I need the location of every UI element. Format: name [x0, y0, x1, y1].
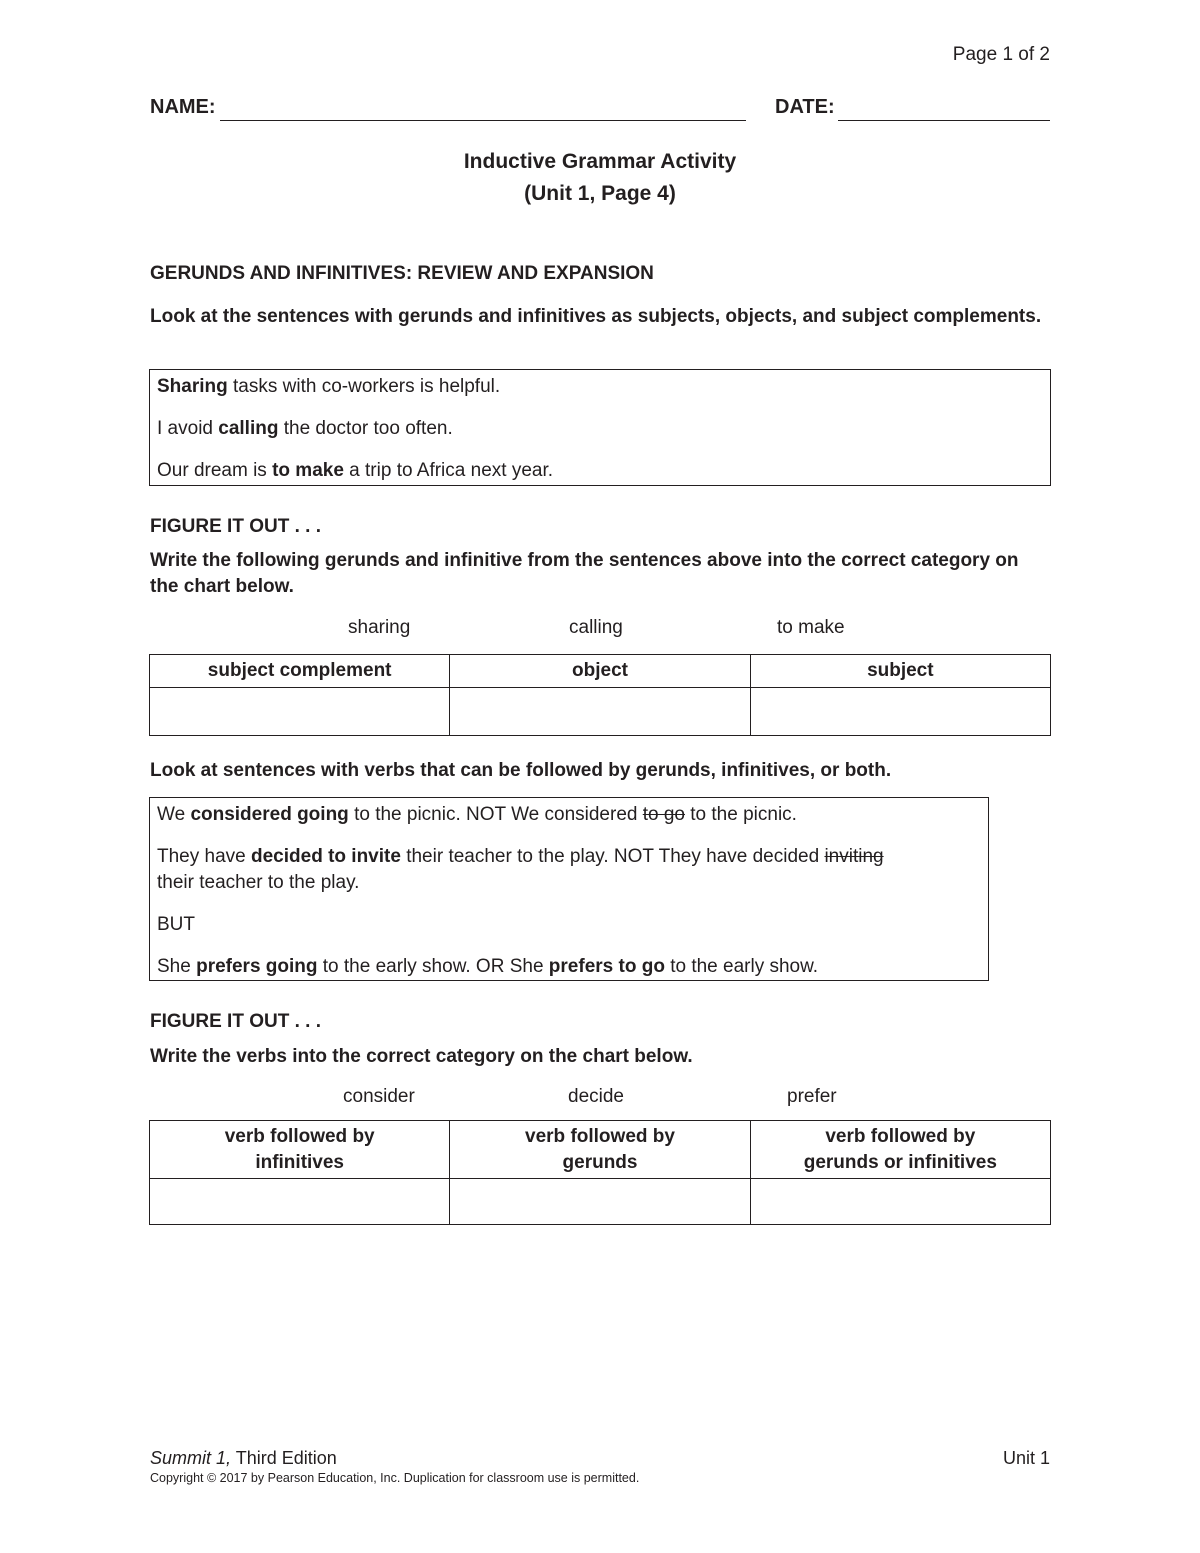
sentence-text: tasks with co-workers is helpful. — [227, 376, 501, 397]
chart-header — [450, 1121, 750, 1179]
sentence-text: their teacher to the play. — [157, 872, 360, 893]
page-number: Page 1 of 2 — [952, 44, 1050, 65]
header-line: gerunds or infinitives — [803, 1151, 997, 1173]
header-line: verb followed by — [825, 1125, 976, 1147]
example-sentence-3 — [157, 458, 1043, 484]
struck-text: to go — [642, 804, 685, 825]
worksheet-title — [0, 146, 1200, 210]
figure-it-out-label-2: FIGURE IT OUT . . . — [150, 1011, 321, 1032]
sentence-text: She — [157, 956, 197, 977]
gerund-object: calling — [218, 418, 279, 439]
example-sentence-4 — [157, 954, 981, 980]
footer-book-title — [150, 1448, 337, 1469]
part1-instruction: Look at the sentences with gerunds and infinitives as subjects, objects, and subject complements. — [150, 306, 1042, 327]
part2-chart — [149, 1120, 1051, 1225]
sentence-text: They have — [157, 846, 251, 867]
section-heading: GERUNDS AND INFINITIVES: REVIEW AND EXPANSION — [150, 263, 654, 284]
title-line-1: Inductive Grammar Activity — [463, 150, 737, 173]
verb-phrase: decided to invite — [251, 846, 401, 867]
figure-it-out-label-1: FIGURE IT OUT . . . — [150, 516, 321, 537]
header-line: gerunds — [562, 1151, 638, 1173]
word-bank-item: to make — [777, 617, 845, 638]
date-label: DATE: — [775, 96, 835, 118]
edition-text: Third Edition — [231, 1448, 337, 1468]
chart-header — [150, 1121, 450, 1179]
part1-figure-instruction: Write the following gerunds and infinitive from the sentences above into the correct category on the chart below. — [150, 550, 1019, 597]
name-label: NAME: — [150, 96, 216, 118]
part2-figure-instruction: Write the verbs into the correct category on the chart below. — [150, 1046, 693, 1067]
struck-text: inviting — [824, 846, 884, 867]
word-bank-item: prefer — [787, 1086, 837, 1107]
word-bank-item: consider — [343, 1086, 415, 1107]
gerund-subject: Sharing — [157, 376, 228, 397]
chart-header — [750, 1121, 1050, 1179]
chart-header: subject complement — [150, 655, 450, 688]
sentence-text: I avoid — [157, 418, 219, 439]
part1-word-bank — [150, 617, 1050, 643]
part1-chart — [149, 654, 1051, 736]
chart-header: subject — [750, 655, 1050, 688]
answer-cell[interactable] — [450, 1179, 750, 1225]
name-date-row — [150, 96, 1050, 126]
sentence-text: to the early show. — [664, 956, 819, 977]
header-line: infinitives — [255, 1151, 344, 1173]
answer-cell[interactable] — [150, 688, 450, 736]
footer-unit: Unit 1 — [1002, 1448, 1050, 1468]
answer-cell[interactable] — [450, 688, 750, 736]
part2-example-box — [149, 797, 989, 981]
word-bank-item: decide — [568, 1086, 624, 1107]
infinitive-complement: to make — [272, 460, 344, 481]
answer-cell[interactable] — [750, 1179, 1050, 1225]
verb-phrase: considered going — [190, 804, 349, 825]
sentence-text: to the picnic. — [685, 804, 797, 825]
part1-example-box — [149, 369, 1051, 486]
answer-cell[interactable] — [750, 688, 1050, 736]
date-blank-line[interactable] — [838, 120, 1050, 121]
part2-word-bank — [150, 1086, 1050, 1112]
verb-phrase: prefers going — [196, 956, 318, 977]
sentence-text: the doctor too often. — [278, 418, 453, 439]
example-sentence-3: BUT — [157, 914, 195, 935]
sentence-text: We — [157, 804, 191, 825]
chart-header: object — [450, 655, 750, 688]
example-sentence-1 — [157, 802, 981, 828]
title-line-2: (Unit 1, Page 4) — [524, 182, 676, 205]
copyright-notice: Copyright © 2017 by Pearson Education, Inc. Duplication for classroom use is permitted. — [150, 1471, 640, 1485]
verb-phrase: prefers to go — [548, 956, 665, 977]
part2-instruction: Look at sentences with verbs that can be followed by gerunds, infinitives, or both. — [150, 760, 892, 781]
header-line: verb followed by — [525, 1125, 675, 1147]
header-line: verb followed by — [224, 1125, 375, 1147]
word-bank-item: sharing — [348, 617, 411, 638]
book-name: Summit 1, — [150, 1448, 232, 1468]
sentence-text: to the early show. OR She — [317, 956, 549, 977]
sentence-text: Our dream is — [157, 460, 273, 481]
word-bank-item: calling — [569, 617, 623, 638]
example-sentence-2 — [157, 844, 981, 896]
example-sentence-1 — [157, 374, 1043, 400]
name-blank-line[interactable] — [220, 120, 746, 121]
answer-cell[interactable] — [150, 1179, 450, 1225]
example-sentence-2 — [157, 416, 1043, 442]
sentence-text: their teacher to the play. NOT They have decided — [400, 846, 825, 867]
sentence-text: to the picnic. NOT We considered — [348, 804, 643, 825]
sentence-text: a trip to Africa next year. — [343, 460, 554, 481]
